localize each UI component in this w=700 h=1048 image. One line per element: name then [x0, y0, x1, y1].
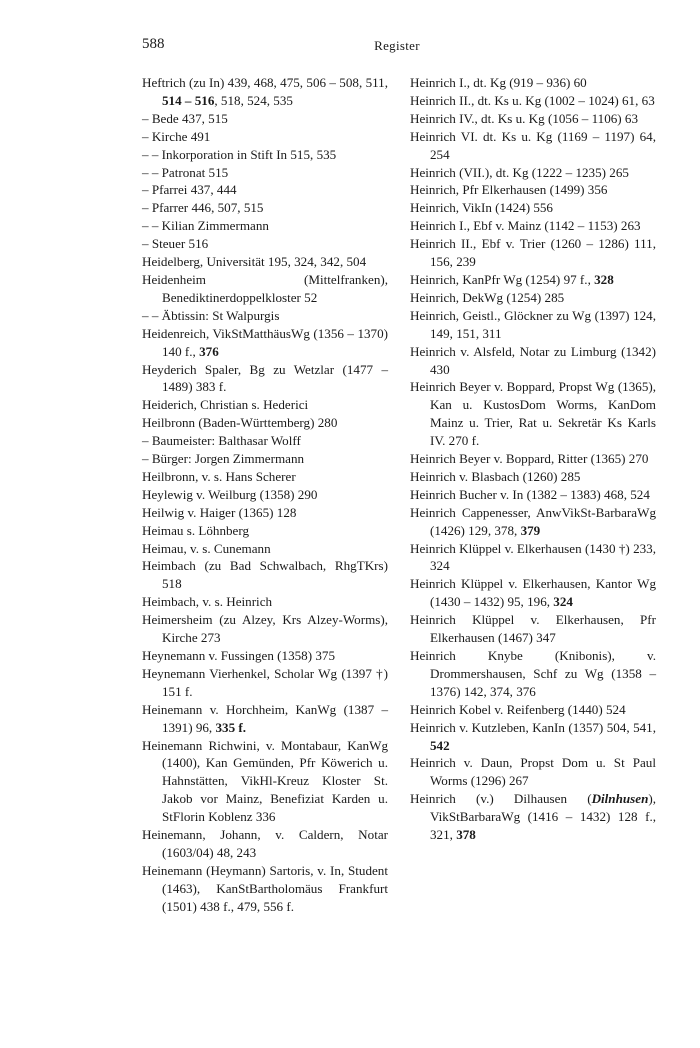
index-entry — [142, 468, 388, 486]
index-entry — [410, 74, 656, 92]
entry-text: Heidenheim (Mittelfranken), Benediktinerdoppelkloster 52 — [142, 271, 388, 305]
index-entry — [142, 540, 388, 558]
entry-text: Heimersheim (zu Alzey, Krs Alzey-Worms), Kirche 273 — [142, 612, 388, 646]
entry-bold-ref: 328 — [594, 271, 614, 287]
entry-text: Heimau, v. s. Cunemann — [142, 540, 271, 556]
index-entry — [142, 737, 388, 827]
entry-text: Heinemann v. Horchheim, KanWg (1387 – 1391) 96, — [142, 701, 388, 735]
entry-text: Heinrich v. Alsfeld, Notar zu Limburg (1342) 430 — [410, 343, 656, 377]
entry-bold-ref: 335 f. — [215, 719, 247, 735]
entry-text: Heinrich Klüppel v. Elkerhausen, Kantor Wg (1430 – 1432) 95, 196, — [410, 576, 656, 610]
entry-text: – – Patronat 515 — [142, 164, 229, 180]
index-entry — [410, 611, 656, 647]
left-column — [142, 74, 388, 916]
entry-text: Heimbach, v. s. Heinrich — [142, 594, 273, 610]
entry-bold-ref: 514 – 516 — [162, 92, 215, 108]
index-entry — [142, 74, 388, 110]
entry-text: Heinrich v. Daun, Propst Dom u. St Paul Worms (1296) 267 — [410, 755, 656, 789]
entry-text: Heiderich, Christian s. Hederici — [142, 397, 309, 413]
entry-text: Heinrich Klüppel v. Elkerhausen, Pfr Elkerhausen (1467) 347 — [410, 612, 656, 646]
index-entry — [142, 647, 388, 665]
index-entry — [142, 199, 388, 217]
index-entry — [142, 665, 388, 701]
entry-text: – – Kilian Zimmermann — [142, 218, 269, 234]
index-entry — [410, 504, 656, 540]
entry-text: Heinrich II., Ebf v. Trier (1260 – 1286) 111, 156, 239 — [410, 236, 656, 270]
entry-text: Heinrich v. Kutzleben, KanIn (1357) 504, 541, — [410, 719, 656, 735]
index-entry — [142, 181, 388, 199]
entry-bold-ref: 376 — [199, 343, 219, 359]
index-entry — [410, 181, 656, 199]
entry-text: – – Äbtissin: St Walpurgis — [142, 307, 280, 323]
entry-text: , 518, 524, 535 — [214, 92, 293, 108]
entry-text: Heynemann Vierhenkel, Scholar Wg (1397 †) 151 f. — [142, 665, 388, 699]
entry-text: Heimau s. Löhnberg — [142, 522, 250, 538]
index-entry — [142, 504, 388, 522]
entry-text: Heinrich, VikIn (1424) 556 — [410, 200, 553, 216]
index-entry — [142, 235, 388, 253]
entry-text: – Bede 437, 515 — [142, 110, 228, 126]
right-column — [410, 74, 656, 844]
entry-text: Heynemann v. Fussingen (1358) 375 — [142, 648, 335, 663]
entry-text: Heinrich, Geistl., Glöckner zu Wg (1397) 124, 149, 151, 311 — [410, 307, 656, 341]
entry-text: Heinrich v. Blasbach (1260) 285 — [410, 468, 581, 484]
index-entry — [410, 235, 656, 271]
entry-text: Heilbronn (Baden-Württemberg) 280 — [142, 415, 338, 431]
index-entry — [410, 164, 656, 182]
entry-bold-ref: 324 — [553, 594, 573, 610]
index-entry — [142, 325, 388, 361]
index-entry — [410, 271, 656, 289]
index-entry — [142, 557, 388, 593]
index-entry — [142, 862, 388, 916]
index-entry — [142, 307, 388, 325]
index-entry — [142, 217, 388, 235]
entry-text: Heinrich (VII.), dt. Kg (1222 – 1235) 265 — [410, 164, 629, 180]
page-header — [142, 36, 652, 58]
entry-text: Heinemann Richwini, v. Montabaur, KanWg (1400), Kan Gemünden, Pfr Köwerich u. Hahnstätten, VikHl-Kreuz Kloster St. Jakob vor Mainz, Benefiziat Karden u. StFlorin Koblenz 336 — [142, 737, 388, 825]
entry-text: Heinrich Beyer v. Boppard, Propst Wg (1365), Kan u. KustosDom Worms, KanDom Mainz u. Trier, Rat u. Sekretär Ks Karls IV. 270 f. — [410, 379, 656, 449]
entry-bold-ref: 379 — [520, 522, 541, 538]
index-entry — [142, 146, 388, 164]
entry-text: Heinrich Klüppel v. Elkerhausen (1430 †) 233, 324 — [410, 540, 656, 574]
entry-text: Heinemann (Heymann) Sartoris, v. In, Student (1463), KanStBartholomäus Frankfurt (1501) 438 f., 479, 556 f. — [142, 862, 388, 914]
entry-text: Heidelberg, Universität 195, 324, 342, 504 — [142, 254, 367, 270]
index-entry — [142, 361, 388, 397]
index-entry — [410, 719, 656, 755]
index-entry — [410, 486, 656, 504]
index-entry — [142, 593, 388, 611]
index-entry — [410, 790, 656, 844]
index-entry — [410, 199, 656, 217]
entry-text: – Baumeister: Balthasar Wolff — [142, 433, 301, 449]
entry-text: Heinemann, Johann, v. Caldern, Notar (1603/04) 48, 243 — [142, 827, 388, 860]
index-entry — [410, 468, 656, 486]
page-number: 588 — [142, 36, 165, 52]
index-entry — [410, 128, 656, 164]
index-entry — [410, 378, 656, 450]
index-entry — [142, 522, 388, 540]
index-entry — [142, 128, 388, 146]
index-entry — [142, 432, 388, 450]
entry-text: Heinrich I., Ebf v. Mainz (1142 – 1153) 263 — [410, 218, 641, 234]
entry-text: Heinrich II., dt. Ks u. Kg (1002 – 1024) 61, 63 — [410, 92, 655, 108]
entry-text: Heilbronn, v. s. Hans Scherer — [142, 468, 296, 484]
entry-text: Heimbach (zu Bad Schwalbach, RhgTKrs) 518 — [142, 558, 388, 592]
index-entry — [142, 826, 388, 862]
index-entry — [142, 611, 388, 647]
entry-text: Heinrich, Pfr Elkerhausen (1499) 356 — [410, 182, 608, 198]
entry-text: – – Inkorporation in Stift In 515, 535 — [142, 146, 337, 162]
entry-text: Heinrich I., dt. Kg (919 – 936) 60 — [410, 75, 587, 90]
entry-text: Heinrich Beyer v. Boppard, Ritter (1365) 270 — [410, 451, 649, 467]
index-entry — [410, 575, 656, 611]
entry-bold-ref: 378 — [456, 827, 476, 843]
entry-text: Heinrich Cappenesser, AnwVikSt-BarbaraWg (1426) 129, 378, — [410, 504, 656, 538]
index-entry — [142, 414, 388, 432]
index-entry — [410, 92, 656, 110]
index-entry — [142, 486, 388, 504]
index-entry — [142, 164, 388, 182]
entry-text: Heylewig v. Weilburg (1358) 290 — [142, 486, 318, 502]
index-entry — [410, 343, 656, 379]
entry-text: Heidenreich, VikStMatthäusWg (1356 – 1370) 140 f., — [142, 325, 388, 359]
entry-text: – Pfarrer 446, 507, 515 — [142, 200, 264, 216]
entry-text: Heftrich (zu In) 439, 468, 475, 506 – 508, 511, — [142, 75, 388, 90]
entry-bold-ref: 542 — [430, 737, 450, 753]
index-entry — [410, 647, 656, 701]
entry-text: Heinrich VI. dt. Ks u. Kg (1169 – 1197) 64, 254 — [410, 128, 656, 162]
entry-text: – Pfarrei 437, 444 — [142, 182, 237, 198]
entry-text: Heinrich (v.) Dilhausen ( — [410, 791, 592, 807]
index-entry — [410, 450, 656, 468]
index-entry — [142, 450, 388, 468]
entry-text: – Steuer 516 — [142, 236, 209, 252]
index-entry — [410, 307, 656, 343]
index-entry — [142, 396, 388, 414]
entry-text: – Kirche 491 — [142, 128, 211, 144]
index-entry — [142, 110, 388, 128]
index-entry — [410, 701, 656, 719]
entry-text: Heinrich Bucher v. In (1382 – 1383) 468, 524 — [410, 486, 650, 502]
entry-text: Heinrich, KanPfr Wg (1254) 97 f., — [410, 271, 595, 287]
index-entry — [142, 253, 388, 271]
index-entry — [410, 754, 656, 790]
running-title: Register — [374, 38, 420, 53]
entry-text: Heilwig v. Haiger (1365) 128 — [142, 504, 297, 520]
index-entry — [410, 110, 656, 128]
entry-text: Heinrich IV., dt. Ks u. Kg (1056 – 1106) 63 — [410, 110, 639, 126]
entry-text: Heinrich Knybe (Knibonis), v. Drommershausen, Schf zu Wg (1358 – 1376) 142, 374, 376 — [410, 648, 656, 699]
entry-text: Heinrich, DekWg (1254) 285 — [410, 289, 565, 305]
index-entry — [410, 217, 656, 235]
entry-text: Heinrich Kobel v. Reifenberg (1440) 524 — [410, 701, 626, 717]
entry-text: ), VikStBarbaraWg (1416 – 1432) 128 f., 321, — [430, 791, 656, 843]
entry-text: – Bürger: Jorgen Zimmermann — [142, 451, 305, 467]
index-entry — [142, 701, 388, 737]
index-entry — [142, 271, 388, 307]
entry-bold-italic: Dilnhusen — [591, 791, 649, 807]
index-entry — [410, 540, 656, 576]
index-entry — [410, 289, 656, 307]
entry-text: Heyderich Spaler, Bg zu Wetzlar (1477 – 1489) 383 f. — [142, 361, 388, 395]
